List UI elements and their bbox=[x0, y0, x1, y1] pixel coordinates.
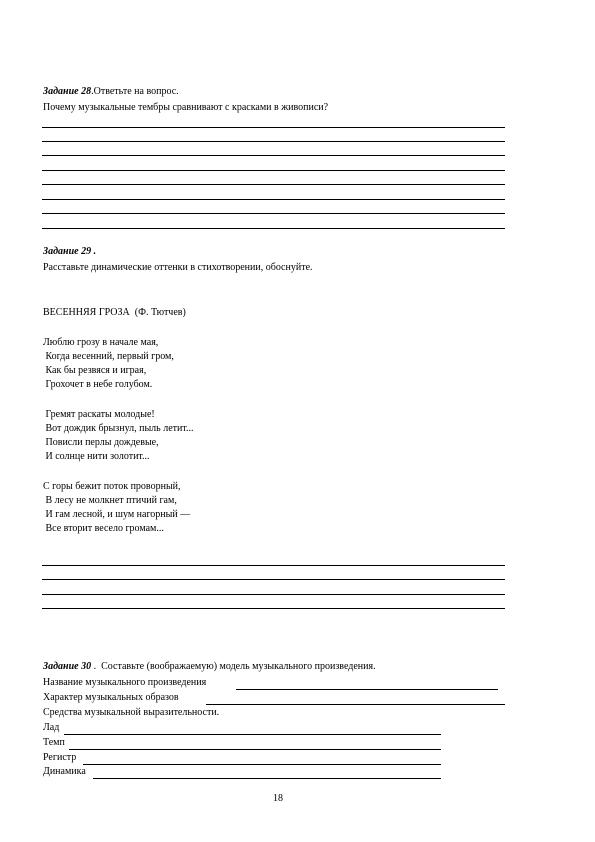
field-character-line[interactable] bbox=[206, 704, 505, 705]
field-lad-label: Лад bbox=[43, 722, 60, 733]
answer-line[interactable] bbox=[42, 155, 505, 156]
field-tempo-label: Темп bbox=[43, 737, 65, 748]
task30-text: . Составьте (воображаемую) модель музыкального произведения. bbox=[91, 661, 376, 672]
poem-line: С горы бежит поток проворный, bbox=[43, 481, 181, 492]
poem-title: ВЕСЕННЯЯ ГРОЗА (Ф. Тютчев) bbox=[43, 307, 186, 318]
poem-line: Вот дождик брызнул, пыль летит... bbox=[43, 423, 194, 434]
task28-heading bbox=[43, 86, 179, 98]
poem-line: И гам лесной, и шум нагорный — bbox=[43, 509, 191, 520]
poem-line: Грохочет в небе голубом. bbox=[43, 379, 153, 390]
field-name-line[interactable] bbox=[236, 689, 498, 690]
poem-line: Люблю грозу в начале мая, bbox=[43, 337, 159, 348]
poem-line: Все вторит весело громам... bbox=[43, 523, 164, 534]
poem-line: В лесу не молкнет птичий гам, bbox=[43, 495, 177, 506]
task28-question: Почему музыкальные тембры сравнивают с красками в живописи? bbox=[43, 102, 329, 113]
poem-line: Как бы резвяся и играя, bbox=[43, 365, 147, 376]
answer-line[interactable] bbox=[42, 213, 505, 214]
answer-line[interactable] bbox=[42, 565, 505, 566]
task28-text: .Ответьте на вопрос. bbox=[91, 86, 179, 97]
task28-label: Задание 28 bbox=[43, 86, 92, 97]
poem-line: Повисли перлы дождевые, bbox=[43, 437, 159, 448]
answer-line[interactable] bbox=[42, 594, 505, 595]
poem-line: И солнце нити золотит... bbox=[43, 451, 150, 462]
poem-line: Когда весенний, первый гром, bbox=[43, 351, 174, 362]
field-name-label: Название музыкального произведения bbox=[43, 677, 207, 688]
answer-line[interactable] bbox=[42, 141, 505, 142]
field-means-label: Средства музыкальной выразительности. bbox=[43, 707, 220, 718]
answer-line[interactable] bbox=[42, 184, 505, 185]
field-register-line[interactable] bbox=[83, 764, 441, 765]
page-number: 18 bbox=[273, 793, 283, 804]
task29-label: Задание 29 . bbox=[43, 246, 97, 257]
field-character-label: Характер музыкальных образов bbox=[43, 692, 182, 703]
answer-line[interactable] bbox=[42, 127, 505, 128]
task30-label: Задание 30 bbox=[43, 661, 92, 672]
task30-heading bbox=[43, 661, 376, 673]
answer-line[interactable] bbox=[42, 170, 505, 171]
answer-line[interactable] bbox=[42, 579, 505, 580]
field-register-label: Регистр bbox=[43, 752, 77, 763]
answer-line[interactable] bbox=[42, 228, 505, 229]
field-dynamics-line[interactable] bbox=[93, 778, 441, 779]
task29-instruction: Расставьте динамические оттенки в стихотворении, обоснуйте. bbox=[43, 262, 313, 273]
field-tempo-line[interactable] bbox=[69, 749, 441, 750]
answer-line[interactable] bbox=[42, 608, 505, 609]
field-dynamics-label: Динамика bbox=[43, 766, 86, 777]
poem-line: Гремят раскаты молодые! bbox=[43, 409, 155, 420]
field-lad-line[interactable] bbox=[64, 734, 441, 735]
answer-line[interactable] bbox=[42, 199, 505, 200]
